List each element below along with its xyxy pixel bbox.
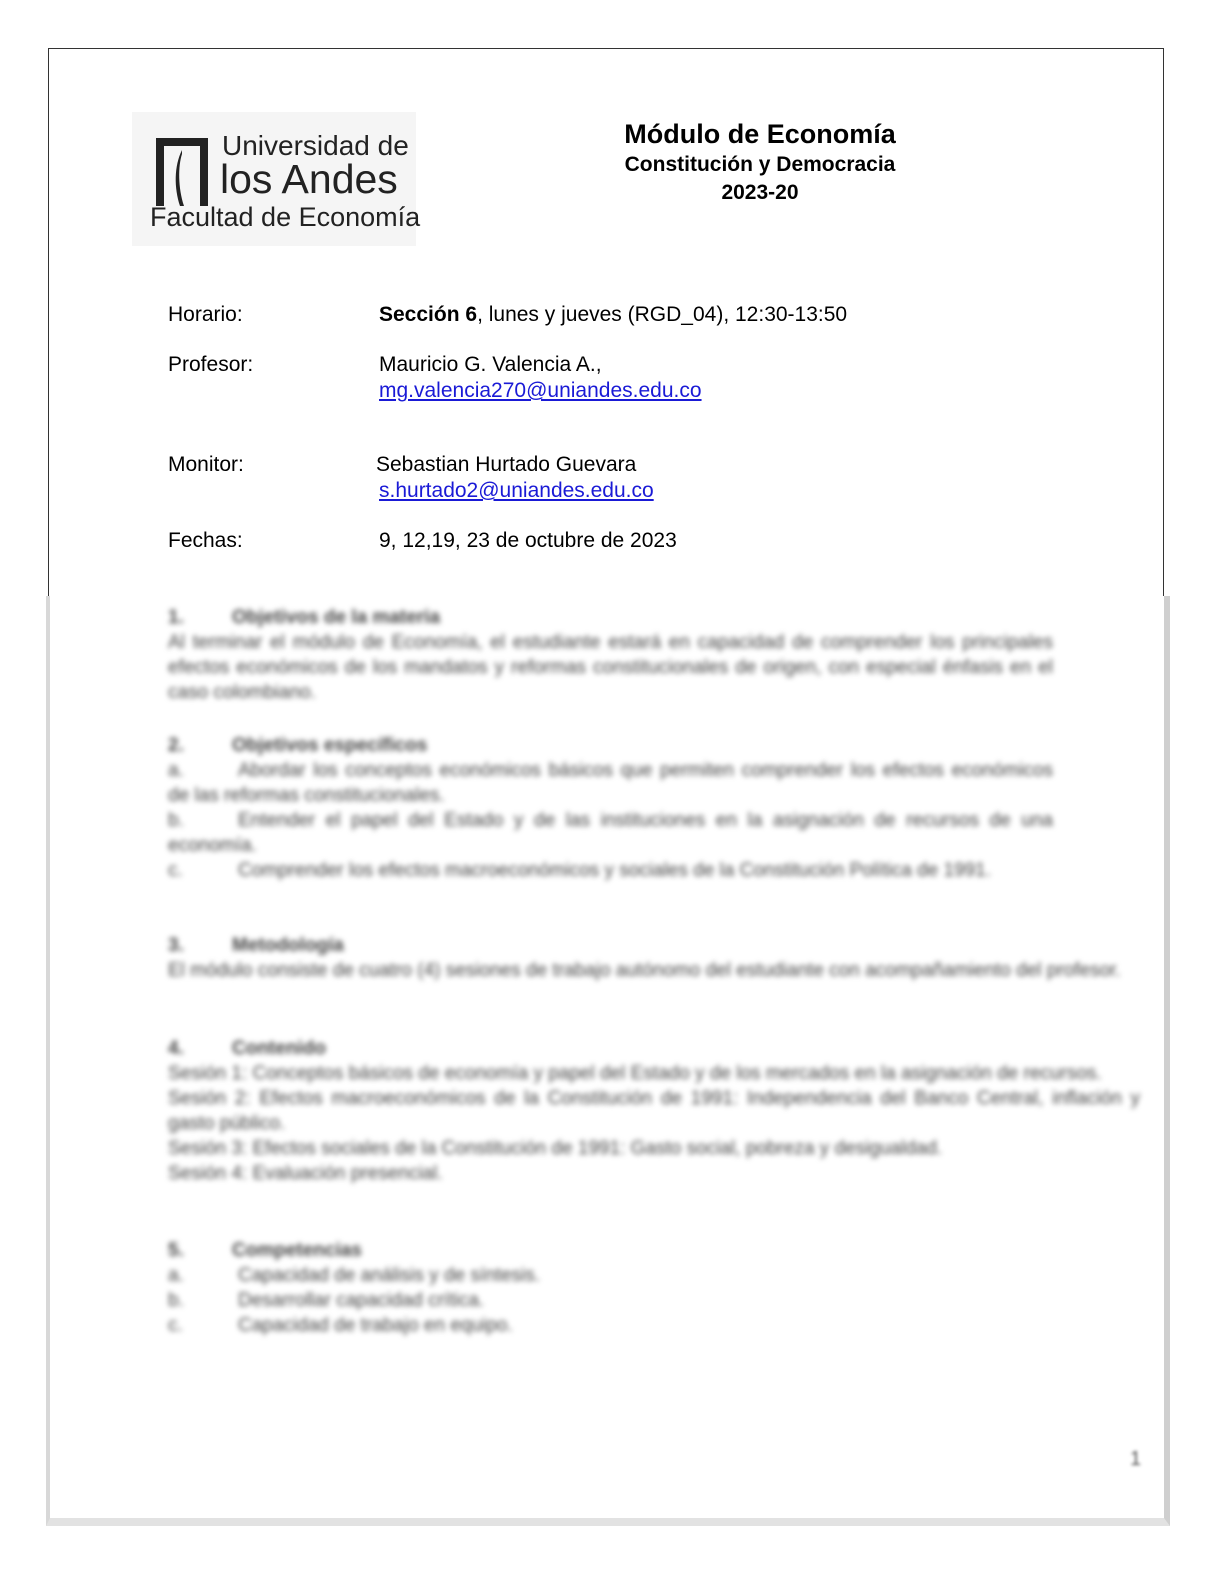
dates-value: 9, 12,19, 23 de octubre de 2023 bbox=[379, 529, 677, 552]
list-item: b. Entender el papel del Estado y de las instituciones en la asignación de recursos de una economía. bbox=[168, 810, 1053, 856]
schedule-details: , lunes y jueves (RGD_04), 12:30-13:50 bbox=[477, 303, 848, 326]
list-item: a. Capacidad de análisis y de síntesis. bbox=[168, 1265, 541, 1286]
section-heading: 2. Objetivos específicos bbox=[168, 735, 428, 756]
document-header bbox=[560, 117, 960, 207]
list-item: a. Abordar los conceptos económicos básicos que permiten comprender los efectos económicos de las reformas constitucionales. bbox=[168, 760, 1053, 806]
professor-name: Mauricio G. Valencia A., bbox=[379, 353, 602, 376]
university-logo bbox=[132, 112, 421, 246]
professor-label: Profesor: bbox=[168, 353, 254, 376]
section-specific-objectives bbox=[168, 733, 1053, 883]
monitor-name: Sebastian Hurtado Guevara bbox=[376, 453, 637, 476]
university-emblem-icon bbox=[150, 132, 214, 212]
section-heading: 3. Metodología bbox=[168, 935, 344, 956]
course-term: 2023-20 bbox=[721, 181, 799, 204]
content-session-2: Sesión 2: Efectos macroeconómicos de la Constitución de 1991: Independencia del Banco Central, inflación y gasto público. bbox=[168, 1088, 1140, 1134]
schedule-value bbox=[379, 302, 847, 328]
page-title: Módulo de Economía bbox=[624, 119, 896, 149]
monitor-label: Monitor: bbox=[168, 453, 244, 476]
list-item: b. Desarrollar capacidad crítica. bbox=[168, 1290, 485, 1311]
schedule-section: Sección 6 bbox=[379, 303, 478, 326]
schedule-label: Horario: bbox=[168, 303, 243, 326]
section-objectives bbox=[168, 605, 1053, 705]
logo-line-los-andes: los Andes bbox=[220, 156, 398, 202]
section-methodology bbox=[168, 933, 1140, 983]
list-item: c. Comprender los efectos macroeconómicos y sociales de la Constitución Política de 1991. bbox=[168, 860, 991, 881]
section-body: El módulo consiste de cuatro (4) sesiones de trabajo autónomo del estudiante con acompañamiento del profesor. bbox=[168, 960, 1121, 981]
professor-email-link[interactable]: mg.valencia270@uniandes.edu.co bbox=[379, 379, 702, 402]
content-session-4: Sesión 4: Evaluación presencial. bbox=[168, 1163, 443, 1184]
dates-label: Fechas: bbox=[168, 529, 243, 552]
section-body: Al terminar el módulo de Economía, el estudiante estará en capacidad de comprender los principales efectos económicos de los mandatos y reformas constitucionales de origen, con especial énfasis en el caso colombiano. bbox=[168, 632, 1053, 703]
content-session-3: Sesión 3: Efectos sociales de la Constitución de 1991: Gasto social, pobreza y desigualdad. bbox=[168, 1138, 943, 1159]
section-heading: 1. Objetivos de la materia bbox=[168, 607, 441, 628]
monitor-email-link[interactable]: s.hurtado2@uniandes.edu.co bbox=[379, 479, 654, 502]
section-heading: 4. Contenido bbox=[168, 1038, 326, 1059]
course-subtitle: Constitución y Democracia bbox=[624, 153, 896, 176]
page-number: 1 bbox=[1130, 1448, 1142, 1470]
section-content bbox=[168, 1036, 1140, 1186]
section-heading: 5. Competencias bbox=[168, 1240, 362, 1261]
list-item: c. Capacidad de trabajo en equipo. bbox=[168, 1315, 513, 1336]
logo-line-faculty: Facultad de Economía bbox=[150, 202, 421, 232]
section-competencies bbox=[168, 1238, 1140, 1338]
content-session-1: Sesión 1: Conceptos básicos de economía y papel del Estado y de los mercados en la asignación de recursos. bbox=[168, 1063, 1102, 1084]
logo-line-university: Universidad de bbox=[222, 130, 409, 161]
